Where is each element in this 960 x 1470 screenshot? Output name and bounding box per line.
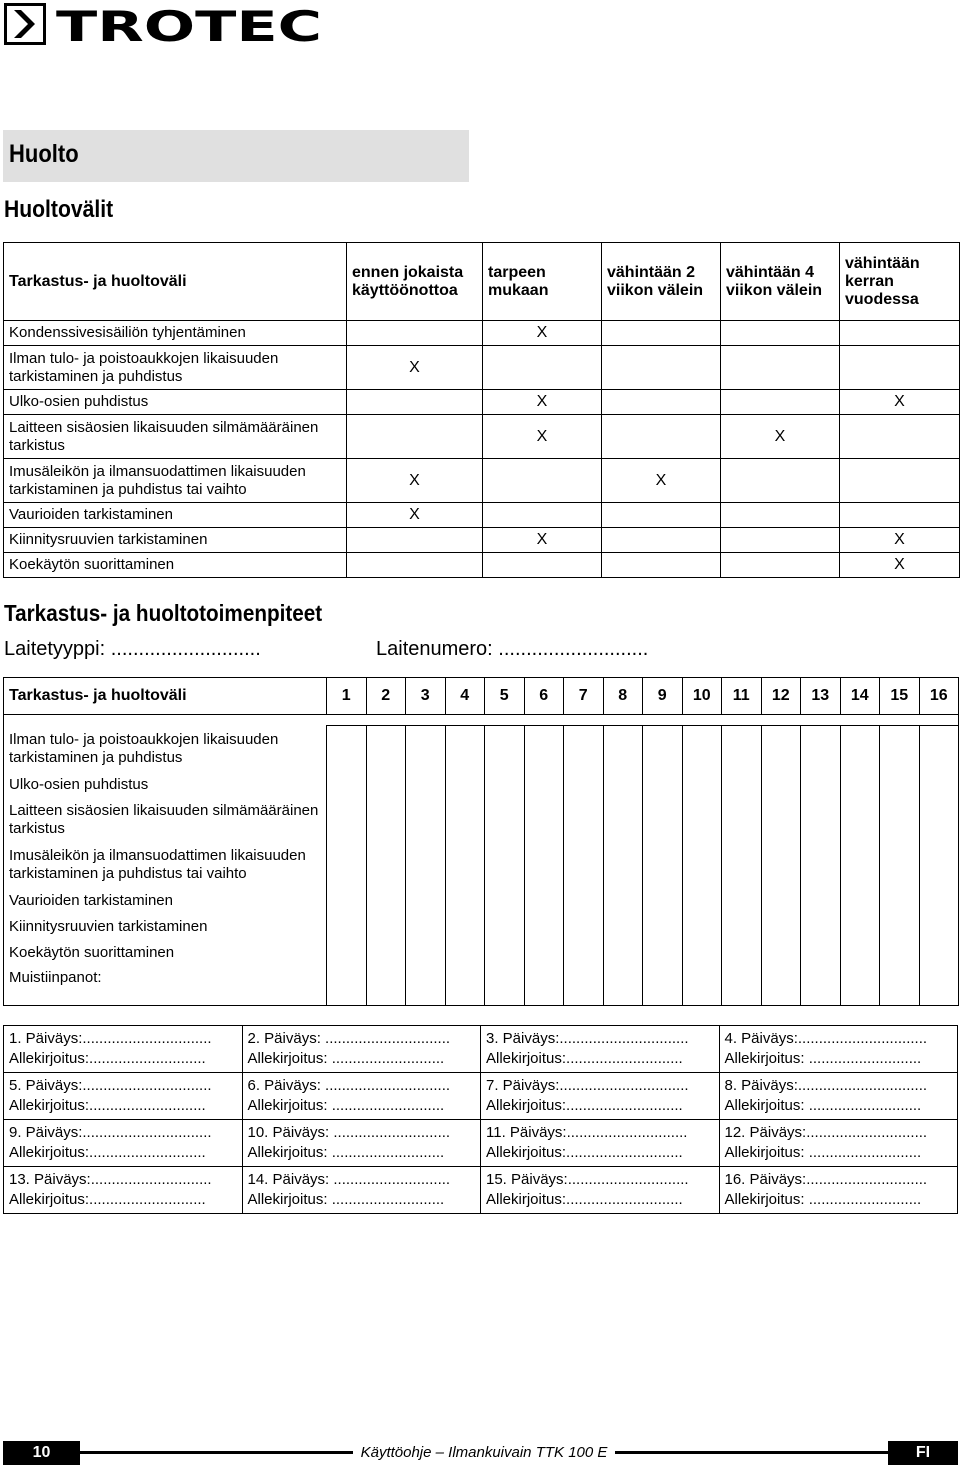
interval-mark bbox=[721, 459, 840, 503]
signature-cell[interactable] bbox=[719, 1073, 958, 1120]
interval-row bbox=[4, 528, 960, 553]
date-field: 11. Päiväys:............................. bbox=[486, 1124, 688, 1141]
signature-cell[interactable] bbox=[4, 1026, 243, 1073]
interval-mark bbox=[347, 390, 483, 415]
log-cell[interactable] bbox=[643, 726, 683, 1006]
log-column-number: 9 bbox=[643, 678, 683, 715]
signature-cell[interactable] bbox=[481, 1120, 720, 1167]
device-number-field: Laitenumero: ........................... bbox=[376, 638, 649, 660]
log-column-number: 14 bbox=[840, 678, 880, 715]
log-row-label: Ulko-osien puhdistus bbox=[4, 772, 327, 798]
interval-header-yearly: vähintään kerran vuodessa bbox=[840, 243, 960, 321]
maintenance-interval-table bbox=[3, 242, 960, 578]
logo-wordmark: TROTEC bbox=[56, 3, 322, 45]
signature-field: Allekirjoitus:............................ bbox=[486, 1050, 683, 1067]
interval-mark: X bbox=[840, 390, 960, 415]
device-type-field: Laitetyyppi: ........................... bbox=[4, 638, 261, 660]
interval-mark bbox=[602, 321, 721, 346]
signature-cell[interactable] bbox=[719, 1026, 958, 1073]
interval-mark bbox=[721, 528, 840, 553]
log-cell[interactable] bbox=[603, 726, 643, 1006]
footer-manual-title-wrap bbox=[80, 1441, 888, 1465]
interval-mark: X bbox=[602, 459, 721, 503]
interval-row-label: Imusäleikön ja ilmansuodattimen likaisuuden tarkistaminen ja puhdistus tai vaihto bbox=[4, 459, 347, 503]
signature-field: Allekirjoitus: ........................... bbox=[724, 1191, 922, 1208]
interval-mark bbox=[721, 346, 840, 390]
signature-cell[interactable] bbox=[719, 1120, 958, 1167]
interval-mark bbox=[721, 321, 840, 346]
signature-cell[interactable] bbox=[4, 1167, 243, 1214]
interval-mark bbox=[840, 321, 960, 346]
interval-mark: X bbox=[483, 390, 602, 415]
date-field: 5. Päiväys:............................... bbox=[9, 1077, 212, 1094]
signature-field: Allekirjoitus: ........................... bbox=[247, 1144, 445, 1161]
log-cell[interactable] bbox=[366, 726, 406, 1006]
interval-header-2-weeks: vähintään 2 viikon välein bbox=[602, 243, 721, 321]
signature-table bbox=[3, 1025, 958, 1214]
interval-mark: X bbox=[721, 415, 840, 459]
date-field: 14. Päiväys: ............................ bbox=[247, 1171, 451, 1188]
subsection-title: Huoltovälit bbox=[4, 196, 114, 223]
date-field: 3. Päiväys:............................... bbox=[486, 1030, 689, 1047]
signature-cell[interactable] bbox=[4, 1120, 243, 1167]
date-field: 8. Päiväys:............................... bbox=[724, 1077, 928, 1094]
interval-header-before-use: ennen jokaista käyttöönottoa bbox=[347, 243, 483, 321]
log-column-number: 2 bbox=[366, 678, 406, 715]
log-cell[interactable] bbox=[406, 726, 446, 1006]
signature-field: Allekirjoitus:............................ bbox=[486, 1191, 683, 1208]
log-row-label: Koekäytön suorittaminen bbox=[4, 940, 327, 966]
actions-title: Tarkastus- ja huoltotoimenpiteet bbox=[4, 600, 323, 626]
log-cell[interactable] bbox=[919, 726, 959, 1006]
page-number: 10 bbox=[3, 1441, 80, 1465]
interval-mark bbox=[347, 528, 483, 553]
interval-header-as-needed: tarpeen mukaan bbox=[483, 243, 602, 321]
log-cell[interactable] bbox=[722, 726, 762, 1006]
interval-mark: X bbox=[483, 321, 602, 346]
log-row-label: Vaurioiden tarkistaminen bbox=[4, 888, 327, 914]
log-cell[interactable] bbox=[682, 726, 722, 1006]
interval-mark bbox=[602, 553, 721, 578]
interval-row-label: Laitteen sisäosien likaisuuden silmämääräinen tarkistus bbox=[4, 415, 347, 459]
signature-field: Allekirjoitus:............................ bbox=[486, 1097, 683, 1114]
interval-mark: X bbox=[347, 503, 483, 528]
interval-mark bbox=[602, 346, 721, 390]
interval-mark bbox=[602, 415, 721, 459]
interval-row-label: Vaurioiden tarkistaminen bbox=[4, 503, 347, 528]
interval-mark bbox=[602, 503, 721, 528]
interval-mark bbox=[483, 503, 602, 528]
interval-header-task: Tarkastus- ja huoltoväli bbox=[4, 243, 347, 321]
interval-row bbox=[4, 390, 960, 415]
date-field: 7. Päiväys:............................... bbox=[486, 1077, 689, 1094]
log-row-label: Ilman tulo- ja poistoaukkojen likaisuuden tarkistaminen ja puhdistus bbox=[4, 726, 327, 772]
log-column-number: 5 bbox=[485, 678, 525, 715]
signature-field: Allekirjoitus: ........................... bbox=[247, 1191, 445, 1208]
signature-field: Allekirjoitus:............................ bbox=[9, 1097, 206, 1114]
date-field: 4. Päiväys:............................... bbox=[724, 1030, 928, 1047]
interval-mark bbox=[721, 553, 840, 578]
interval-mark: X bbox=[483, 415, 602, 459]
log-cell[interactable] bbox=[485, 726, 525, 1006]
signature-field: Allekirjoitus:............................ bbox=[486, 1144, 683, 1161]
interval-mark bbox=[347, 321, 483, 346]
interval-row-label: Ilman tulo- ja poistoaukkojen likaisuuden tarkistaminen ja puhdistus bbox=[4, 346, 347, 390]
section-title: Huolto bbox=[9, 140, 79, 168]
date-field: 15. Päiväys:............................. bbox=[486, 1171, 689, 1188]
notes-label: Muistiinpanot: bbox=[4, 966, 327, 1006]
log-column-number: 3 bbox=[406, 678, 446, 715]
log-row-label: Kiinnitysruuvien tarkistaminen bbox=[4, 914, 327, 940]
interval-row bbox=[4, 553, 960, 578]
signature-field: Allekirjoitus: ........................... bbox=[247, 1050, 445, 1067]
interval-mark: X bbox=[347, 459, 483, 503]
log-cell[interactable] bbox=[445, 726, 485, 1006]
signature-cell[interactable] bbox=[481, 1167, 720, 1214]
log-column-number: 13 bbox=[801, 678, 841, 715]
interval-mark: X bbox=[840, 528, 960, 553]
interval-mark bbox=[602, 528, 721, 553]
interval-mark bbox=[347, 415, 483, 459]
signature-field: Allekirjoitus: ........................... bbox=[724, 1097, 922, 1114]
trotec-logo bbox=[4, 3, 324, 45]
signature-cell[interactable] bbox=[481, 1073, 720, 1120]
interval-mark bbox=[483, 459, 602, 503]
interval-row bbox=[4, 415, 960, 459]
log-column-number: 1 bbox=[327, 678, 367, 715]
log-column-number: 16 bbox=[919, 678, 959, 715]
signature-field: Allekirjoitus: ........................... bbox=[724, 1144, 922, 1161]
date-field: 2. Päiväys: .............................. bbox=[247, 1030, 451, 1047]
date-field: 6. Päiväys: .............................. bbox=[247, 1077, 451, 1094]
interval-mark bbox=[347, 553, 483, 578]
interval-row bbox=[4, 346, 960, 390]
interval-row bbox=[4, 459, 960, 503]
interval-row-label: Ulko-osien puhdistus bbox=[4, 390, 347, 415]
signature-field: Allekirjoitus: ........................... bbox=[247, 1097, 445, 1114]
signature-field: Allekirjoitus: ........................... bbox=[724, 1050, 922, 1067]
signature-field: Allekirjoitus:............................ bbox=[9, 1050, 206, 1067]
date-field: 13. Päiväys:............................. bbox=[9, 1171, 212, 1188]
interval-row bbox=[4, 503, 960, 528]
interval-mark bbox=[721, 390, 840, 415]
date-field: 1. Päiväys:............................... bbox=[9, 1030, 212, 1047]
signature-cell[interactable] bbox=[481, 1026, 720, 1073]
log-cell[interactable] bbox=[880, 726, 920, 1006]
interval-mark bbox=[483, 346, 602, 390]
interval-mark bbox=[840, 346, 960, 390]
interval-mark: X bbox=[483, 528, 602, 553]
interval-row bbox=[4, 321, 960, 346]
signature-cell[interactable] bbox=[242, 1167, 481, 1214]
interval-row-label: Kiinnitysruuvien tarkistaminen bbox=[4, 528, 347, 553]
log-column-number: 6 bbox=[524, 678, 564, 715]
interval-mark bbox=[840, 415, 960, 459]
interval-mark: X bbox=[347, 346, 483, 390]
language-code: FI bbox=[888, 1441, 958, 1465]
log-row-label: Imusäleikön ja ilmansuodattimen likaisuuden tarkistaminen ja puhdistus tai vaihto bbox=[4, 842, 327, 888]
date-field: 12. Päiväys:............................. bbox=[724, 1124, 928, 1141]
signature-cell[interactable] bbox=[242, 1026, 481, 1073]
page-footer bbox=[3, 1441, 958, 1465]
log-cell[interactable] bbox=[801, 726, 841, 1006]
signature-cell[interactable] bbox=[719, 1167, 958, 1214]
signature-field: Allekirjoitus:............................ bbox=[9, 1144, 206, 1161]
log-column-number: 11 bbox=[722, 678, 762, 715]
interval-mark: X bbox=[840, 553, 960, 578]
signature-cell[interactable] bbox=[242, 1073, 481, 1120]
maintenance-log-table bbox=[3, 677, 959, 1006]
log-column-number: 7 bbox=[564, 678, 604, 715]
signature-cell[interactable] bbox=[4, 1073, 243, 1120]
log-column-number: 15 bbox=[880, 678, 920, 715]
log-cell[interactable] bbox=[564, 726, 604, 1006]
log-header-task: Tarkastus- ja huoltoväli bbox=[4, 678, 327, 715]
interval-mark bbox=[602, 390, 721, 415]
log-column-number: 8 bbox=[603, 678, 643, 715]
interval-row-label: Koekäytön suorittaminen bbox=[4, 553, 347, 578]
date-field: 10. Päiväys: ............................ bbox=[247, 1124, 451, 1141]
log-cell[interactable] bbox=[524, 726, 564, 1006]
signature-field: Allekirjoitus:............................ bbox=[9, 1191, 206, 1208]
interval-row-label: Kondenssivesisäiliön tyhjentäminen bbox=[4, 321, 347, 346]
log-cell[interactable] bbox=[840, 726, 880, 1006]
log-cell[interactable] bbox=[761, 726, 801, 1006]
log-row bbox=[4, 726, 959, 772]
interval-mark bbox=[483, 553, 602, 578]
log-column-number: 12 bbox=[761, 678, 801, 715]
log-row-label: Laitteen sisäosien likaisuuden silmämääräinen tarkistus bbox=[4, 798, 327, 842]
date-field: 9. Päiväys:............................... bbox=[9, 1124, 212, 1141]
interval-mark bbox=[840, 503, 960, 528]
interval-header-4-weeks: vähintään 4 viikon välein bbox=[721, 243, 840, 321]
log-cell[interactable] bbox=[327, 726, 367, 1006]
interval-mark bbox=[721, 503, 840, 528]
signature-cell[interactable] bbox=[242, 1120, 481, 1167]
date-field: 16. Päiväys:............................. bbox=[724, 1171, 928, 1188]
log-column-number: 4 bbox=[445, 678, 485, 715]
footer-manual-title: Käyttöohje – Ilmankuivain TTK 100 E bbox=[353, 1444, 616, 1461]
log-column-number: 10 bbox=[682, 678, 722, 715]
interval-mark bbox=[840, 459, 960, 503]
